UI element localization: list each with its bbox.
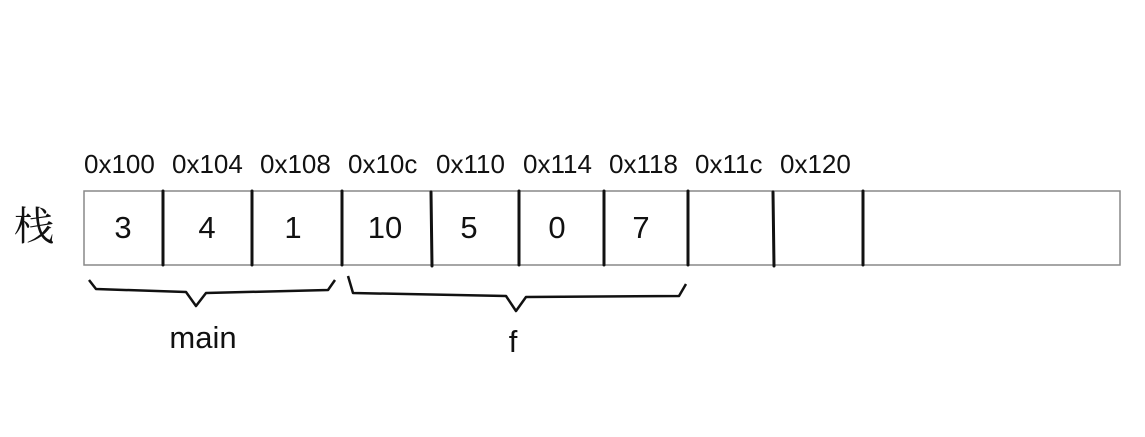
stack-cell-value: 1 [284, 210, 302, 245]
cell-divider [773, 192, 774, 266]
f-frame-brace [348, 276, 686, 311]
address-label: 0x11c [695, 149, 763, 179]
stack-cell-value: 0 [548, 210, 566, 245]
address-label: 0x118 [609, 149, 678, 179]
f-frame-label: f [508, 324, 518, 359]
stack-cell-value: 10 [367, 210, 403, 245]
address-label: 0x110 [436, 149, 505, 179]
main-frame-brace [89, 280, 335, 306]
address-label: 0x10c [348, 149, 418, 179]
main-frame-label: main [169, 320, 237, 355]
stack-cell-value: 5 [460, 210, 478, 245]
stack-cell-value: 3 [114, 210, 132, 245]
cell-divider [431, 192, 432, 266]
address-label: 0x114 [523, 149, 592, 179]
stack-frame-outline [84, 191, 1120, 265]
address-label: 0x104 [172, 149, 243, 179]
address-label: 0x120 [780, 149, 851, 179]
address-label: 0x100 [84, 149, 155, 179]
address-label: 0x108 [260, 149, 331, 179]
stack-cell-value: 7 [632, 210, 650, 245]
stack-cell-value: 4 [198, 210, 216, 245]
stack-label: 栈 [14, 204, 54, 250]
